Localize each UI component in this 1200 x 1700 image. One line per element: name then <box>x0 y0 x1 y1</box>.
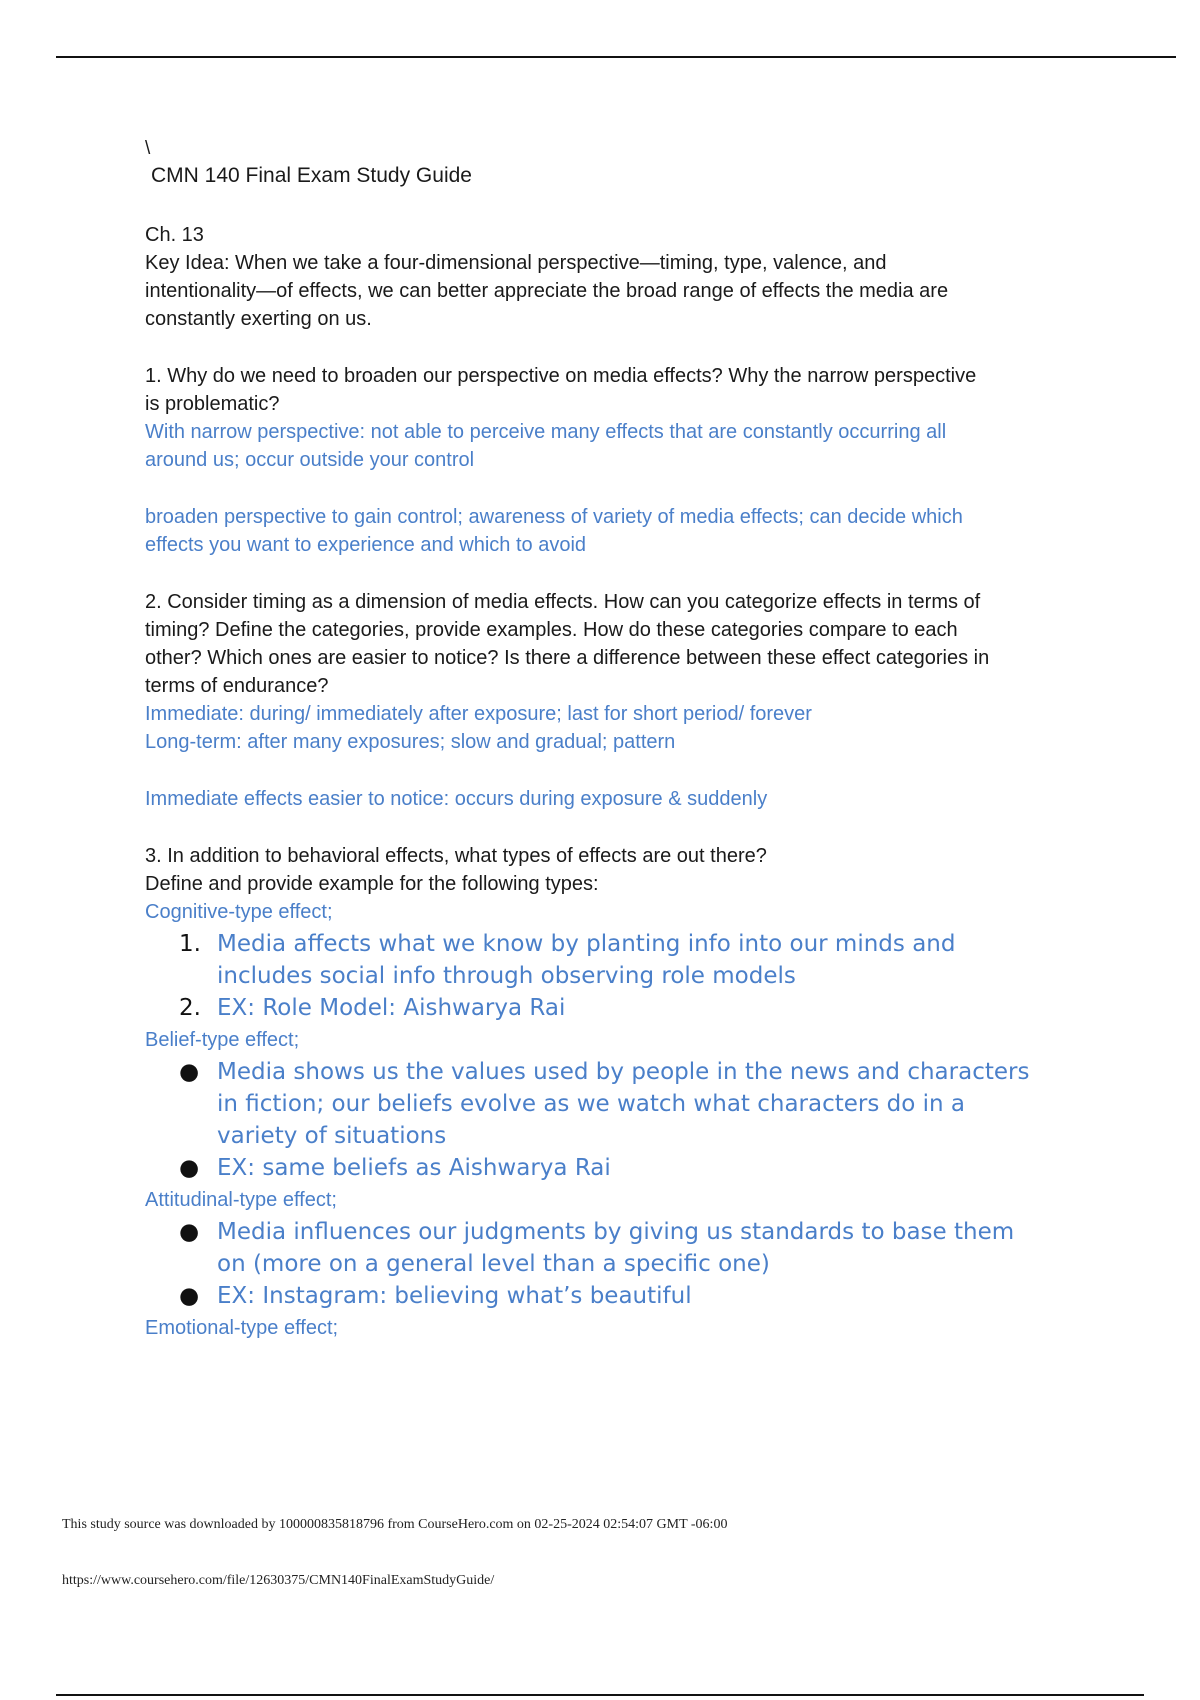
spacer <box>145 192 1105 221</box>
page-title: CMN 140 Final Exam Study Guide <box>151 164 472 187</box>
list-number: 2. <box>179 995 201 1021</box>
list-item <box>145 1216 1105 1280</box>
list-item <box>145 1056 1105 1152</box>
download-notice: This study source was downloaded by 100000835818796 from CourseHero.com on 02-25-2024 02:54:07 GMT -06:00 <box>62 1517 728 1532</box>
bottom-divider <box>56 1694 1144 1696</box>
spacer <box>145 756 1105 785</box>
list-item-text: EX: same beliefs as Aishwarya Rai <box>217 1155 611 1181</box>
list-item-text: Media affects what we know by planting info into our minds and <box>217 931 956 957</box>
question-1-line: 1. Why do we need to broaden our perspective on media effects? Why the narrow perspective <box>145 365 977 387</box>
question-1-line: is problematic? <box>145 393 280 415</box>
key-idea-line: intentionality—of effects, we can better appreciate the broad range of effects the media are <box>145 280 949 302</box>
question-3-line: 3. In addition to behavioral effects, what types of effects are out there? <box>145 845 767 867</box>
header-mark: \ <box>145 138 151 159</box>
spacer <box>145 333 1105 362</box>
list-item-text: variety of situations <box>217 1123 447 1149</box>
question-2-line: other? Which ones are easier to notice? Is there a difference between these effect categories in <box>145 647 990 669</box>
bullet-icon: ● <box>179 1283 200 1309</box>
top-divider <box>56 56 1176 58</box>
spacer <box>145 813 1105 842</box>
cognitive-label: Cognitive-type effect; <box>145 901 333 923</box>
list-item-text: EX: Instagram: believing what’s beautiful <box>217 1283 692 1309</box>
answer-1-line: around us; occur outside your control <box>145 449 475 471</box>
document-body <box>145 138 1105 1342</box>
answer-2-line: Long-term: after many exposures; slow and gradual; pattern <box>145 731 676 753</box>
bullet-icon: ● <box>179 1219 200 1245</box>
list-number: 1. <box>179 931 201 957</box>
list-item-text: in fiction; our beliefs evolve as we watch what characters do in a <box>217 1091 966 1117</box>
belief-label: Belief-type effect; <box>145 1029 300 1051</box>
source-url: https://www.coursehero.com/file/12630375/CMN140FinalExamStudyGuide/ <box>62 1573 495 1588</box>
list-item <box>145 1152 1105 1184</box>
list-item-text: EX: Role Model: Aishwarya Rai <box>217 995 566 1021</box>
key-idea-line: Key Idea: When we take a four-dimensional perspective—timing, type, valence, and <box>145 252 887 274</box>
attitudinal-label: Attitudinal-type effect; <box>145 1189 337 1211</box>
belief-list <box>145 1056 1105 1184</box>
list-item-text: Media shows us the values used by people in the news and characters <box>217 1059 1030 1085</box>
list-item <box>145 992 1105 1024</box>
list-item <box>145 1280 1105 1312</box>
emotional-label: Emotional-type effect; <box>145 1317 339 1339</box>
answer-2-line: Immediate: during/ immediately after exposure; last for short period/ forever <box>145 703 812 725</box>
spacer <box>145 474 1105 503</box>
cognitive-list <box>145 928 1105 1024</box>
question-2-line: terms of endurance? <box>145 675 329 697</box>
list-item-text: Media influences our judgments by giving us standards to base them <box>217 1219 1015 1245</box>
bullet-icon: ● <box>179 1059 200 1085</box>
answer-2-line: Immediate effects easier to notice: occurs during exposure & suddenly <box>145 788 768 810</box>
chapter-label: Ch. 13 <box>145 224 204 246</box>
answer-1-line: effects you want to experience and which to avoid <box>145 534 587 556</box>
list-item <box>145 928 1105 992</box>
question-3-line: Define and provide example for the following types: <box>145 873 599 895</box>
list-item-text: includes social info through observing role models <box>217 963 796 989</box>
spacer <box>145 559 1105 588</box>
question-2-line: timing? Define the categories, provide examples. How do these categories compare to each <box>145 619 958 641</box>
question-2-line: 2. Consider timing as a dimension of media effects. How can you categorize effects in terms of <box>145 591 981 613</box>
attitudinal-list <box>145 1216 1105 1312</box>
list-item-text: on (more on a general level than a specific one) <box>217 1251 770 1277</box>
answer-1-line: With narrow perspective: not able to perceive many effects that are constantly occurring all <box>145 421 947 443</box>
bullet-icon: ● <box>179 1155 200 1181</box>
answer-1-line: broaden perspective to gain control; awareness of variety of media effects; can decide which <box>145 506 963 528</box>
key-idea-line: constantly exerting on us. <box>145 308 372 330</box>
